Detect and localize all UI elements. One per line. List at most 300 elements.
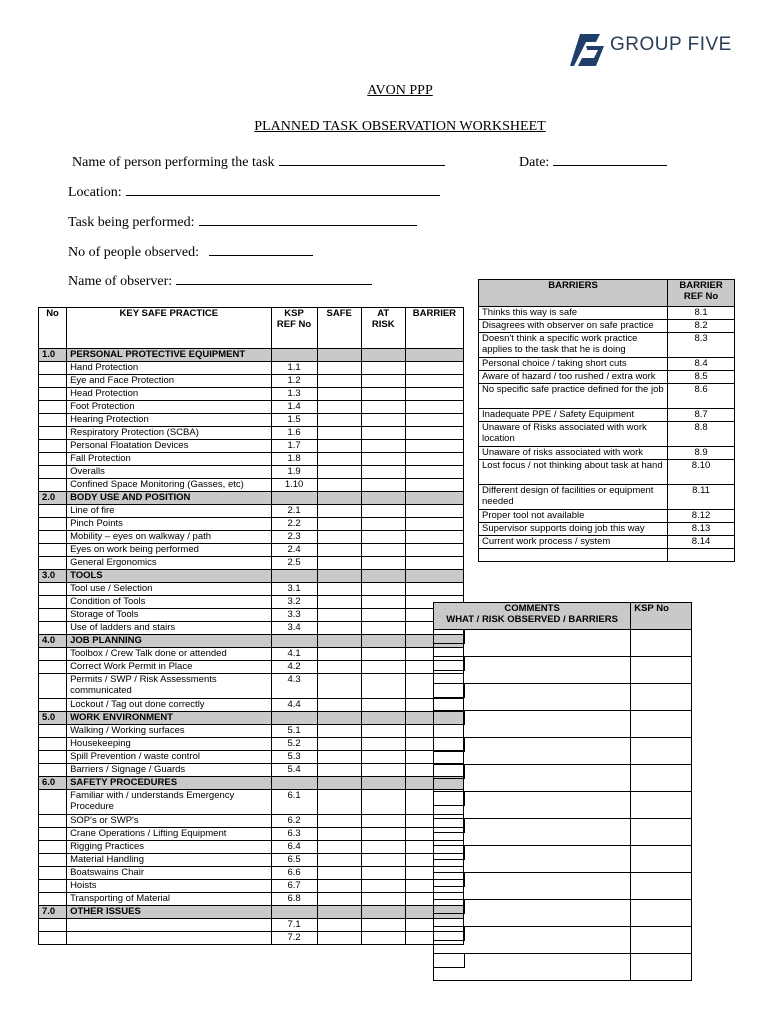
- barrier-cell[interactable]: [405, 427, 463, 440]
- ksp-ref: 1.9: [271, 466, 317, 479]
- at-risk-cell[interactable]: [361, 544, 405, 557]
- row-no-cell: [39, 790, 67, 815]
- comment-cell[interactable]: [434, 792, 631, 819]
- safe-cell[interactable]: [317, 932, 361, 945]
- safe-cell[interactable]: [317, 841, 361, 854]
- row-no-cell: [39, 674, 67, 699]
- at-risk-cell[interactable]: [361, 674, 405, 699]
- practice-label: Toolbox / Crew Talk done or attended: [67, 648, 271, 661]
- barrier-ref: 8.10: [668, 460, 735, 485]
- row-no-cell: [39, 661, 67, 674]
- comments-table-header: [434, 603, 692, 630]
- section-at-risk-cell: [361, 906, 405, 919]
- practice-label: Head Protection: [67, 388, 271, 401]
- barrier-row: [479, 549, 735, 562]
- ksp-ref: 2.4: [271, 544, 317, 557]
- ksp-ref: 1.3: [271, 388, 317, 401]
- barrier-ref: 8.6: [668, 384, 735, 409]
- barrier-cell[interactable]: [405, 479, 463, 492]
- comment-ksp-cell[interactable]: [631, 657, 692, 684]
- table-row: [39, 518, 464, 531]
- at-risk-cell[interactable]: [361, 505, 405, 518]
- at-risk-cell[interactable]: [361, 751, 405, 764]
- practice-label: Eyes on work being performed: [67, 544, 271, 557]
- barrier-ref: 8.2: [668, 320, 735, 333]
- people-observed-line[interactable]: [209, 243, 313, 256]
- practice-label: Storage of Tools: [67, 609, 271, 622]
- section-row: [39, 349, 464, 362]
- comment-row: [434, 657, 692, 684]
- comment-row: [434, 711, 692, 738]
- table-row: [39, 674, 464, 699]
- at-risk-cell[interactable]: [361, 919, 405, 932]
- barrier-cell[interactable]: [405, 557, 463, 570]
- at-risk-cell[interactable]: [361, 790, 405, 815]
- barrier-cell[interactable]: [405, 414, 463, 427]
- ksp-ref: 1.7: [271, 440, 317, 453]
- at-risk-cell[interactable]: [361, 867, 405, 880]
- practice-label: General Ergonomics: [67, 557, 271, 570]
- barrier-ref: 8.12: [668, 510, 735, 523]
- header-at-risk: AT RISK: [361, 308, 405, 349]
- practice-label: Eye and Face Protection: [67, 375, 271, 388]
- practice-label: Line of fire: [67, 505, 271, 518]
- task-field[interactable]: [68, 213, 417, 231]
- comment-cell[interactable]: [434, 900, 631, 927]
- barrier-ref: 8.1: [668, 307, 735, 320]
- barrier-label: Unaware of risks associated with work: [479, 447, 668, 460]
- table-row: [39, 880, 464, 893]
- section-at-risk-cell: [361, 492, 405, 505]
- practice-label: Permits / SWP / Risk Assessments communicated: [67, 674, 271, 699]
- row-no-cell: [39, 867, 67, 880]
- barrier-label: Personal choice / taking short cuts: [479, 358, 668, 371]
- row-no-cell: [39, 738, 67, 751]
- at-risk-cell[interactable]: [361, 466, 405, 479]
- at-risk-cell[interactable]: [361, 583, 405, 596]
- section-title: TOOLS: [67, 570, 271, 583]
- row-no-cell: [39, 751, 67, 764]
- barrier-row: [479, 422, 735, 447]
- comment-cell[interactable]: [434, 711, 631, 738]
- comment-cell[interactable]: [434, 927, 631, 954]
- section-at-risk-cell: [361, 635, 405, 648]
- safe-cell[interactable]: [317, 531, 361, 544]
- barrier-cell[interactable]: [405, 466, 463, 479]
- ksp-ref: 2.1: [271, 505, 317, 518]
- barrier-cell[interactable]: [405, 531, 463, 544]
- safe-cell[interactable]: [317, 764, 361, 777]
- ksp-ref: 1.8: [271, 453, 317, 466]
- comment-row: [434, 900, 692, 927]
- table-row: [39, 557, 464, 570]
- row-no-cell: [39, 466, 67, 479]
- table-row: [39, 479, 464, 492]
- group-five-logo: [568, 30, 732, 70]
- barrier-label: Inadequate PPE / Safety Equipment: [479, 409, 668, 422]
- table-row: [39, 932, 464, 945]
- safe-cell[interactable]: [317, 466, 361, 479]
- safe-cell[interactable]: [317, 854, 361, 867]
- table-row: [39, 453, 464, 466]
- barrier-cell[interactable]: [405, 583, 463, 596]
- row-no-cell: [39, 557, 67, 570]
- safe-cell[interactable]: [317, 453, 361, 466]
- safe-cell[interactable]: [317, 427, 361, 440]
- row-no-cell: [39, 764, 67, 777]
- safe-cell[interactable]: [317, 880, 361, 893]
- barrier-cell[interactable]: [405, 544, 463, 557]
- at-risk-cell[interactable]: [361, 932, 405, 945]
- row-no-cell: [39, 893, 67, 906]
- at-risk-cell[interactable]: [361, 622, 405, 635]
- table-row: [39, 828, 464, 841]
- observer-field[interactable]: [68, 272, 372, 290]
- ksp-ref: 6.3: [271, 828, 317, 841]
- person-line[interactable]: [279, 153, 445, 166]
- key-safe-practice-table: [38, 307, 464, 945]
- at-risk-cell[interactable]: [361, 854, 405, 867]
- section-barrier-cell: [405, 492, 463, 505]
- at-risk-cell[interactable]: [361, 414, 405, 427]
- comment-cell[interactable]: [434, 630, 631, 657]
- comment-cell[interactable]: [434, 819, 631, 846]
- comment-row: [434, 792, 692, 819]
- section-title: SAFETY PROCEDURES: [67, 777, 271, 790]
- section-safe-cell: [317, 570, 361, 583]
- row-no-cell: [39, 880, 67, 893]
- barrier-row: [479, 384, 735, 409]
- practice-label: Familiar with / understands Emergency Procedure: [67, 790, 271, 815]
- at-risk-cell[interactable]: [361, 764, 405, 777]
- comment-cell[interactable]: [434, 657, 631, 684]
- people-observed-field[interactable]: [68, 243, 313, 261]
- comment-row: [434, 954, 692, 981]
- row-no-cell: [39, 440, 67, 453]
- practice-label: Mobility – eyes on walkway / path: [67, 531, 271, 544]
- comment-ksp-cell[interactable]: [631, 819, 692, 846]
- section-no: 3.0: [39, 570, 67, 583]
- ksp-ref: 7.2: [271, 932, 317, 945]
- table-row: [39, 505, 464, 518]
- header-practice: KEY SAFE PRACTICE: [67, 308, 271, 349]
- practice-label: Lockout / Tag out done correctly: [67, 699, 271, 712]
- section-safe-cell: [317, 349, 361, 362]
- at-risk-cell[interactable]: [361, 725, 405, 738]
- section-row: [39, 906, 464, 919]
- safe-cell[interactable]: [317, 388, 361, 401]
- at-risk-cell[interactable]: [361, 518, 405, 531]
- section-row: [39, 492, 464, 505]
- at-risk-cell[interactable]: [361, 375, 405, 388]
- barrier-cell[interactable]: [405, 440, 463, 453]
- header-barrier: BARRIER: [405, 308, 463, 349]
- section-ksp-cell: [271, 492, 317, 505]
- section-safe-cell: [317, 635, 361, 648]
- safe-cell[interactable]: [317, 557, 361, 570]
- barriers-table-header: [479, 280, 735, 307]
- section-at-risk-cell: [361, 777, 405, 790]
- ksp-ref: 3.3: [271, 609, 317, 622]
- at-risk-cell[interactable]: [361, 557, 405, 570]
- barrier-row: [479, 333, 735, 358]
- barrier-cell[interactable]: [405, 362, 463, 375]
- comment-cell[interactable]: [434, 765, 631, 792]
- practice-label: Respiratory Protection (SCBA): [67, 427, 271, 440]
- table-row: [39, 401, 464, 414]
- barrier-row: [479, 523, 735, 536]
- at-risk-cell[interactable]: [361, 841, 405, 854]
- comment-ksp-cell[interactable]: [631, 792, 692, 819]
- barrier-cell[interactable]: [405, 505, 463, 518]
- comment-ksp-cell[interactable]: [631, 900, 692, 927]
- safe-cell[interactable]: [317, 725, 361, 738]
- barrier-label: Disagrees with observer on safe practice: [479, 320, 668, 333]
- ksp-ref: 4.4: [271, 699, 317, 712]
- section-at-risk-cell: [361, 712, 405, 725]
- safe-cell[interactable]: [317, 401, 361, 414]
- header-comments: COMMENTS WHAT / RISK OBSERVED / BARRIERS: [434, 603, 631, 630]
- barrier-label: No specific safe practice defined for the job: [479, 384, 668, 409]
- header-barrier-ref: BARRIER REF No: [668, 280, 735, 307]
- row-no-cell: [39, 919, 67, 932]
- practice-label: Walking / Working surfaces: [67, 725, 271, 738]
- date-line[interactable]: [553, 153, 667, 166]
- ksp-ref: 2.3: [271, 531, 317, 544]
- practice-label: Hand Protection: [67, 362, 271, 375]
- at-risk-cell[interactable]: [361, 531, 405, 544]
- comment-ksp-cell[interactable]: [631, 738, 692, 765]
- safe-cell[interactable]: [317, 609, 361, 622]
- barrier-label: Supervisor supports doing job this way: [479, 523, 668, 536]
- row-no-cell: [39, 505, 67, 518]
- date-field[interactable]: [519, 153, 667, 171]
- row-no-cell: [39, 479, 67, 492]
- at-risk-cell[interactable]: [361, 609, 405, 622]
- section-row: [39, 635, 464, 648]
- section-title: BODY USE AND POSITION: [67, 492, 271, 505]
- comment-row: [434, 846, 692, 873]
- safe-cell[interactable]: [317, 583, 361, 596]
- section-at-risk-cell: [361, 349, 405, 362]
- practice-label: Barriers / Signage / Guards: [67, 764, 271, 777]
- comment-row: [434, 630, 692, 657]
- barrier-cell[interactable]: [405, 453, 463, 466]
- safe-cell[interactable]: [317, 790, 361, 815]
- table-row: [39, 544, 464, 557]
- safe-cell[interactable]: [317, 362, 361, 375]
- safe-cell[interactable]: [317, 893, 361, 906]
- barrier-ref: 8.3: [668, 333, 735, 358]
- at-risk-cell[interactable]: [361, 828, 405, 841]
- table-row: [39, 751, 464, 764]
- safe-cell[interactable]: [317, 828, 361, 841]
- person-field[interactable]: [72, 153, 445, 171]
- section-title: WORK ENVIRONMENT: [67, 712, 271, 725]
- safe-cell[interactable]: [317, 867, 361, 880]
- safe-cell[interactable]: [317, 375, 361, 388]
- section-barrier-cell: [405, 570, 463, 583]
- section-ksp-cell: [271, 712, 317, 725]
- at-risk-cell[interactable]: [361, 388, 405, 401]
- table-row: [39, 531, 464, 544]
- barrier-label: Unaware of Risks associated with work location: [479, 422, 668, 447]
- header-barriers: BARRIERS: [479, 280, 668, 307]
- table-row: [39, 893, 464, 906]
- safe-cell[interactable]: [317, 518, 361, 531]
- practice-label: Tool use / Selection: [67, 583, 271, 596]
- at-risk-cell[interactable]: [361, 815, 405, 828]
- at-risk-cell[interactable]: [361, 401, 405, 414]
- table-row: [39, 867, 464, 880]
- table-row: [39, 427, 464, 440]
- location-line[interactable]: [126, 183, 440, 196]
- practice-label: [67, 919, 271, 932]
- document-subtitle: PLANNED TASK OBSERVATION WORKSHEET: [254, 119, 546, 134]
- ksp-ref: 4.1: [271, 648, 317, 661]
- safe-cell[interactable]: [317, 919, 361, 932]
- practice-label: Material Handling: [67, 854, 271, 867]
- comment-cell[interactable]: [434, 954, 631, 981]
- at-risk-cell[interactable]: [361, 362, 405, 375]
- barrier-label: Different design of facilities or equipment needed: [479, 485, 668, 510]
- table-row: [39, 362, 464, 375]
- safe-cell[interactable]: [317, 738, 361, 751]
- table-row: [39, 841, 464, 854]
- location-label: Location:: [68, 185, 122, 200]
- barrier-ref: 8.11: [668, 485, 735, 510]
- table-row: [39, 648, 464, 661]
- ksp-ref: 1.10: [271, 479, 317, 492]
- people-observed-label: No of people observed:: [68, 245, 200, 260]
- at-risk-cell[interactable]: [361, 596, 405, 609]
- comment-ksp-cell[interactable]: [631, 846, 692, 873]
- ksp-ref: 5.1: [271, 725, 317, 738]
- comment-ksp-cell[interactable]: [631, 765, 692, 792]
- header-safe: SAFE: [317, 308, 361, 349]
- barrier-cell[interactable]: [405, 401, 463, 414]
- at-risk-cell[interactable]: [361, 893, 405, 906]
- comment-ksp-cell[interactable]: [631, 954, 692, 981]
- practice-label: Hoists: [67, 880, 271, 893]
- comment-ksp-cell[interactable]: [631, 711, 692, 738]
- barrier-label: Proper tool not available: [479, 510, 668, 523]
- comment-cell[interactable]: [434, 846, 631, 873]
- section-no: 2.0: [39, 492, 67, 505]
- ksp-ref: 5.2: [271, 738, 317, 751]
- barrier-row: [479, 485, 735, 510]
- barrier-cell[interactable]: [405, 375, 463, 388]
- safe-cell[interactable]: [317, 440, 361, 453]
- person-label: Name of person performing the task: [72, 155, 275, 170]
- row-no-cell: [39, 401, 67, 414]
- barrier-row: [479, 510, 735, 523]
- barrier-label: Current work process / system: [479, 536, 668, 549]
- row-no-cell: [39, 388, 67, 401]
- comment-ksp-cell[interactable]: [631, 927, 692, 954]
- table-row: [39, 375, 464, 388]
- table-row: [39, 790, 464, 815]
- location-field[interactable]: [68, 183, 440, 201]
- at-risk-cell[interactable]: [361, 699, 405, 712]
- comment-cell[interactable]: [434, 873, 631, 900]
- row-no-cell: [39, 596, 67, 609]
- safe-cell[interactable]: [317, 505, 361, 518]
- table-row: [39, 854, 464, 867]
- at-risk-cell[interactable]: [361, 427, 405, 440]
- row-no-cell: [39, 828, 67, 841]
- at-risk-cell[interactable]: [361, 738, 405, 751]
- practice-label: Transporting of Material: [67, 893, 271, 906]
- barrier-row: [479, 307, 735, 320]
- row-no-cell: [39, 453, 67, 466]
- table-row: [39, 583, 464, 596]
- section-no: 7.0: [39, 906, 67, 919]
- comment-ksp-cell[interactable]: [631, 684, 692, 711]
- barrier-cell[interactable]: [405, 518, 463, 531]
- safe-cell[interactable]: [317, 544, 361, 557]
- barrier-row: [479, 447, 735, 460]
- practice-label: Overalls: [67, 466, 271, 479]
- row-no-cell: [39, 531, 67, 544]
- task-label: Task being performed:: [68, 215, 195, 230]
- section-title: PERSONAL PROTECTIVE EQUIPMENT: [67, 349, 271, 362]
- table-row: [39, 699, 464, 712]
- section-safe-cell: [317, 712, 361, 725]
- barrier-cell[interactable]: [405, 388, 463, 401]
- safe-cell[interactable]: [317, 622, 361, 635]
- section-row: [39, 712, 464, 725]
- safe-cell[interactable]: [317, 699, 361, 712]
- safe-cell[interactable]: [317, 414, 361, 427]
- section-safe-cell: [317, 906, 361, 919]
- at-risk-cell[interactable]: [361, 479, 405, 492]
- practice-label: Condition of Tools: [67, 596, 271, 609]
- safe-cell[interactable]: [317, 596, 361, 609]
- at-risk-cell[interactable]: [361, 880, 405, 893]
- comment-ksp-cell[interactable]: [631, 873, 692, 900]
- table-row: [39, 440, 464, 453]
- comment-cell[interactable]: [434, 684, 631, 711]
- task-line[interactable]: [199, 213, 417, 226]
- practice-label: Foot Protection: [67, 401, 271, 414]
- ksp-ref: 6.4: [271, 841, 317, 854]
- at-risk-cell[interactable]: [361, 661, 405, 674]
- row-no-cell: [39, 609, 67, 622]
- comment-cell[interactable]: [434, 738, 631, 765]
- safe-cell[interactable]: [317, 751, 361, 764]
- ksp-ref: 6.2: [271, 815, 317, 828]
- at-risk-cell[interactable]: [361, 440, 405, 453]
- safe-cell[interactable]: [317, 479, 361, 492]
- at-risk-cell[interactable]: [361, 453, 405, 466]
- at-risk-cell[interactable]: [361, 648, 405, 661]
- barrier-row: [479, 358, 735, 371]
- ksp-ref: 4.2: [271, 661, 317, 674]
- safe-cell[interactable]: [317, 648, 361, 661]
- barrier-row: [479, 371, 735, 384]
- safe-cell[interactable]: [317, 674, 361, 699]
- barrier-ref: 8.14: [668, 536, 735, 549]
- comment-ksp-cell[interactable]: [631, 630, 692, 657]
- logo-text: GROUP FIVE: [610, 34, 732, 55]
- observer-line[interactable]: [176, 272, 372, 285]
- table-row: [39, 388, 464, 401]
- header-no: No: [39, 308, 67, 349]
- barrier-label: Doesn't think a specific work practice applies to the task that he is doing: [479, 333, 668, 358]
- safe-cell[interactable]: [317, 661, 361, 674]
- safe-cell[interactable]: [317, 815, 361, 828]
